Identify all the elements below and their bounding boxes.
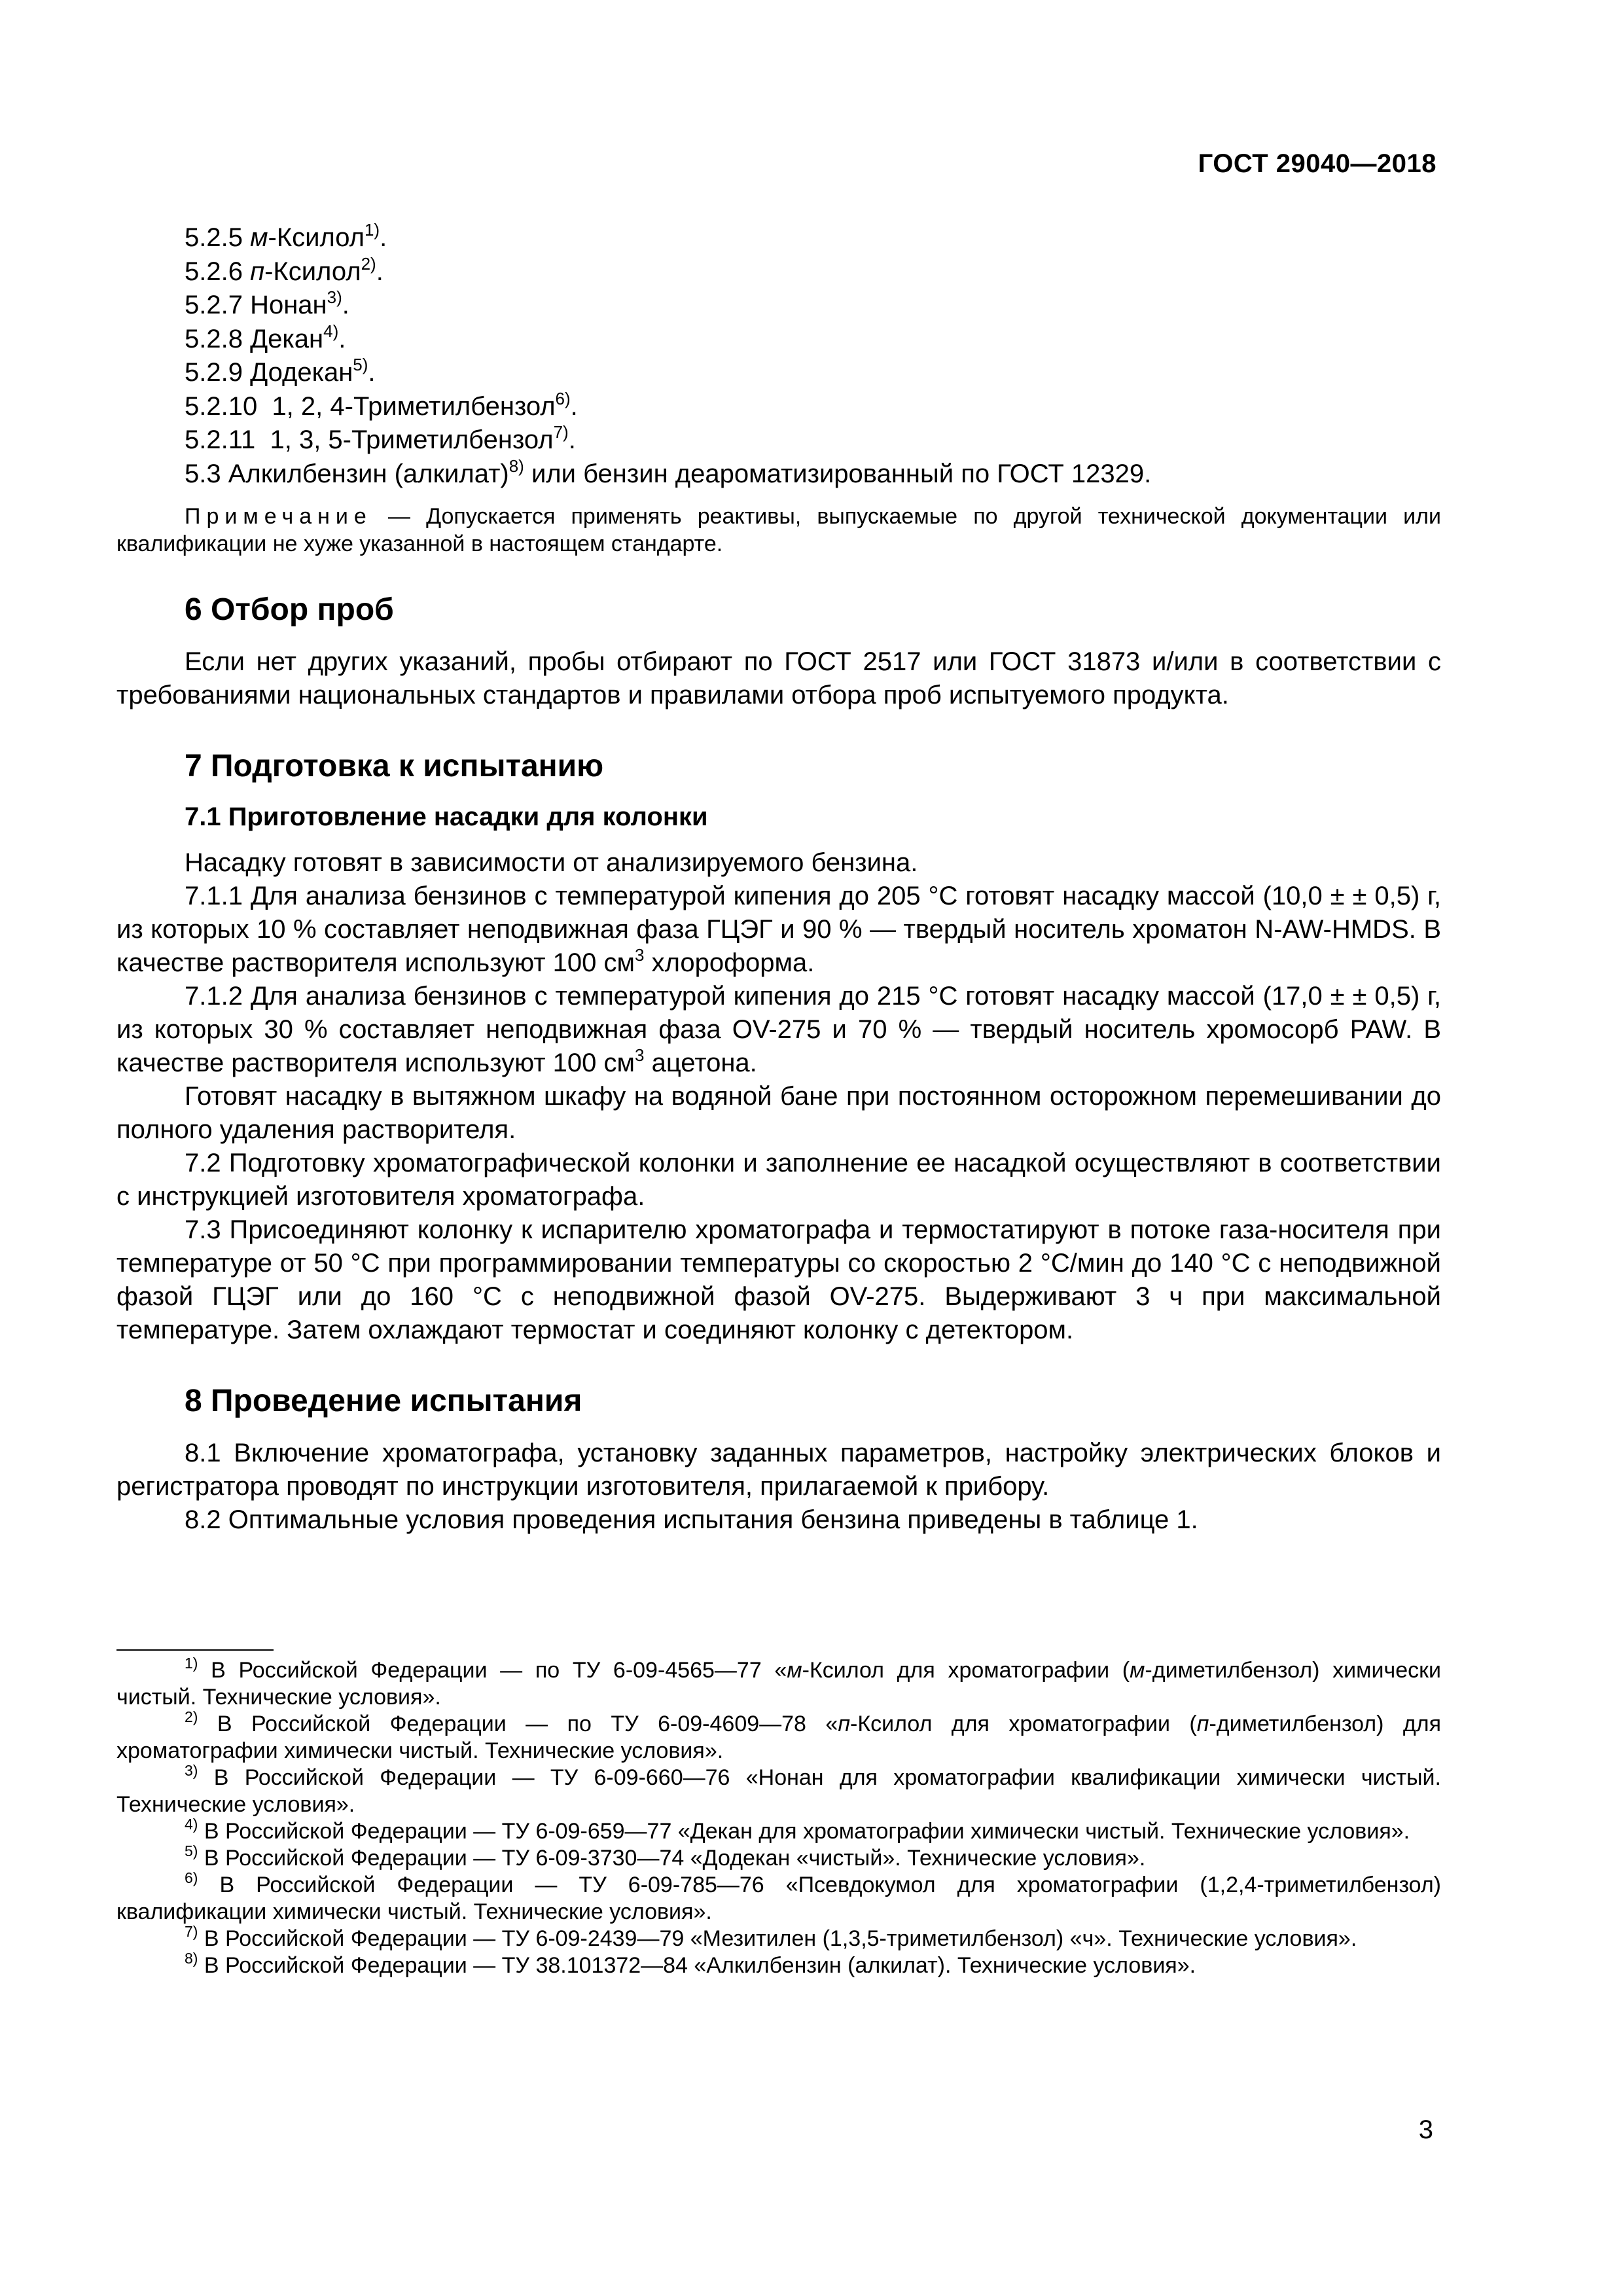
footnote: $^{6)}$ В Российской Федерации — ТУ 6-09-785—76 «Псевдокумол для хроматографии (1,2,4-триметилбензол) квалификации химически чистый. Технические условия». xyxy=(116,1869,1441,1924)
section-6-paragraph: Если нет других указаний, пробы отбирают по ГОСТ 2517 или ГОСТ 31873 и/или в соответствии с требованиями национальных стандартов и правилами отбора проб испытуемого продукта. xyxy=(116,647,1441,709)
note-text: — Допускается применять реактивы, выпускаемые по другой технической документации или квалификации не хуже указанной в настоящем стандарте. xyxy=(116,504,1441,556)
section-8-heading: 8 Проведение испытания xyxy=(185,1384,582,1418)
section-7-1-intro: Насадку готовят в зависимости от анализируемого бензина. xyxy=(185,848,918,877)
footnote-ref[interactable]: 4) xyxy=(323,321,339,341)
reagent-item: 5.2.10 1, 2, 4-Триметилбензол$^{6)}$. xyxy=(185,388,578,421)
footnote: $^{3)}$ В Российской Федерации — ТУ 6-09-660—76 «Нонан для хроматографии квалификации химически чистый. Технические условия». xyxy=(116,1762,1441,1817)
footnotes xyxy=(116,1657,1441,1979)
section-7-3-paragraph: 7.3 Присоединяют колонку к испарителю хроматографа и термостатируют в потоке газа-носителя при температуре от 50 °С при программировании температуры со скоростью 2 °С/мин до 140 °С с неподвижной фазой ГЦЭГ или до 160 °С с неподвижной фазой OV-275. Выдерживают 3 ч при максимальной температуре. Затем охлаждают термостат и соединяют колонку с детектором. xyxy=(116,1215,1441,1344)
section-8-2-paragraph: 8.2 Оптимальные условия проведения испытания бензина приведены в таблице 1. xyxy=(185,1505,1198,1534)
reagent-item: 5.2.8 Декан$^{4)}$. xyxy=(185,321,346,353)
note-paragraph xyxy=(116,503,1441,558)
standard-code-header: ГОСТ 29040—2018 xyxy=(1198,149,1436,178)
section-7-1-heading: 7.1 Приготовление насадки для колонки xyxy=(185,802,708,831)
reagent-item: 5.2.7 Нонан$^{3)}$. xyxy=(185,287,349,319)
footnote: $^{7)}$ В Российской Федерации — ТУ 6-09-2439—79 «Мезитилен (1,3,5-триметилбензол) «ч». Технические условия». xyxy=(185,1923,1357,1951)
page-body xyxy=(116,221,1441,1537)
section-8-1-paragraph: 8.1 Включение хроматографа, установку заданных параметров, настройку электрических блоков и регистратора проводят по инструкции изготовителя, прилагаемой к прибору. xyxy=(116,1439,1441,1501)
reagent-item: 5.2.9 Додекан$^{5)}$. xyxy=(185,355,376,387)
reagent-item: 5.2.5 м-Ксилол$^{1)}$. xyxy=(185,220,387,252)
footnote-ref[interactable]: 3) xyxy=(327,287,342,307)
reagent-item: 5.3 Алкилбензин (алкилат)$^{8)}$ или бензин деароматизированный по ГОСТ 12329. xyxy=(185,456,1152,488)
footnote-ref[interactable]: 1) xyxy=(364,220,380,240)
footnote: $^{5)}$ В Российской Федерации — ТУ 6-09-3730—74 «Додекан «чистый». Технические условия». xyxy=(185,1842,1146,1871)
section-7-1-2-paragraph: 7.1.2 Для анализа бензинов с температурой кипения до 215 °С готовят насадку массой (17,0 ± ± 0,5) г, из которых 30 % составляет неподвижная фаза OV-275 и 70 % — твердый носитель хромосорб PAW. В качестве растворителя используют 100 $см^3$ ацетона. xyxy=(116,982,1441,1077)
footnote: $^{8)}$ В Российской Федерации — ТУ 38.101372—84 «Алкилбензин (алкилат). Технические условия». xyxy=(185,1950,1196,1978)
reagent-item: 5.2.11 1, 3, 5-Триметилбензол$^{7)}$. xyxy=(185,422,576,454)
footnote-ref[interactable]: 5) xyxy=(353,355,368,374)
section-7-2-paragraph: 7.2 Подготовку хроматографической колонки и заполнение ее насадкой осуществляют в соответствии с инструкцией изготовителя хроматографа. xyxy=(116,1149,1441,1211)
reagent-item: 5.2.6 п-Ксилол$^{2)}$. xyxy=(185,253,383,286)
footnote: $^{1)}$ В Российской Федерации — по ТУ 6-09-4565—77 «м-Ксилол для хроматографии (м-диметилбензол) химически чистый. Технические условия». xyxy=(116,1655,1441,1710)
page-number: 3 xyxy=(1418,2115,1433,2144)
footnote-ref[interactable]: 7) xyxy=(553,422,569,442)
footnote: $^{4)}$ В Российской Федерации — ТУ 6-09-659—77 «Декан для хроматографии химически чистый. Технические условия». xyxy=(185,1816,1410,1844)
footnote-ref[interactable]: 6) xyxy=(555,388,571,408)
section-7-heading: 7 Подготовка к испытанию xyxy=(185,749,604,783)
section-7-1-hood-paragraph: Готовят насадку в вытяжном шкафу на водяной бане при постоянном осторожном перемешивании до полного удаления растворителя. xyxy=(116,1082,1441,1144)
section-7-1-1-paragraph: 7.1.1 Для анализа бензинов с температурой кипения до 205 °С готовят насадку массой (10,0 ± ± 0,5) г, из которых 10 % составляет неподвижная фаза ГЦЭГ и 90 % — твердый носитель хроматон N-AW-HMDS. В качестве растворителя используют 100 $см^3$ хлороформа. xyxy=(116,882,1441,977)
section-6-heading: 6 Отбор проб xyxy=(185,592,394,627)
footnote-divider xyxy=(116,1649,274,1651)
reagent-list xyxy=(116,221,1441,491)
footnote-ref[interactable]: 8) xyxy=(508,456,524,476)
footnote: $^{2)}$ В Российской Федерации — по ТУ 6-09-4609—78 «п-Ксилол для хроматографии (п-диметилбензол) для хроматографии химически чистый. Технические условия». xyxy=(116,1708,1441,1763)
note-label: Примечание xyxy=(185,504,372,529)
footnote-ref[interactable]: 2) xyxy=(361,253,376,274)
